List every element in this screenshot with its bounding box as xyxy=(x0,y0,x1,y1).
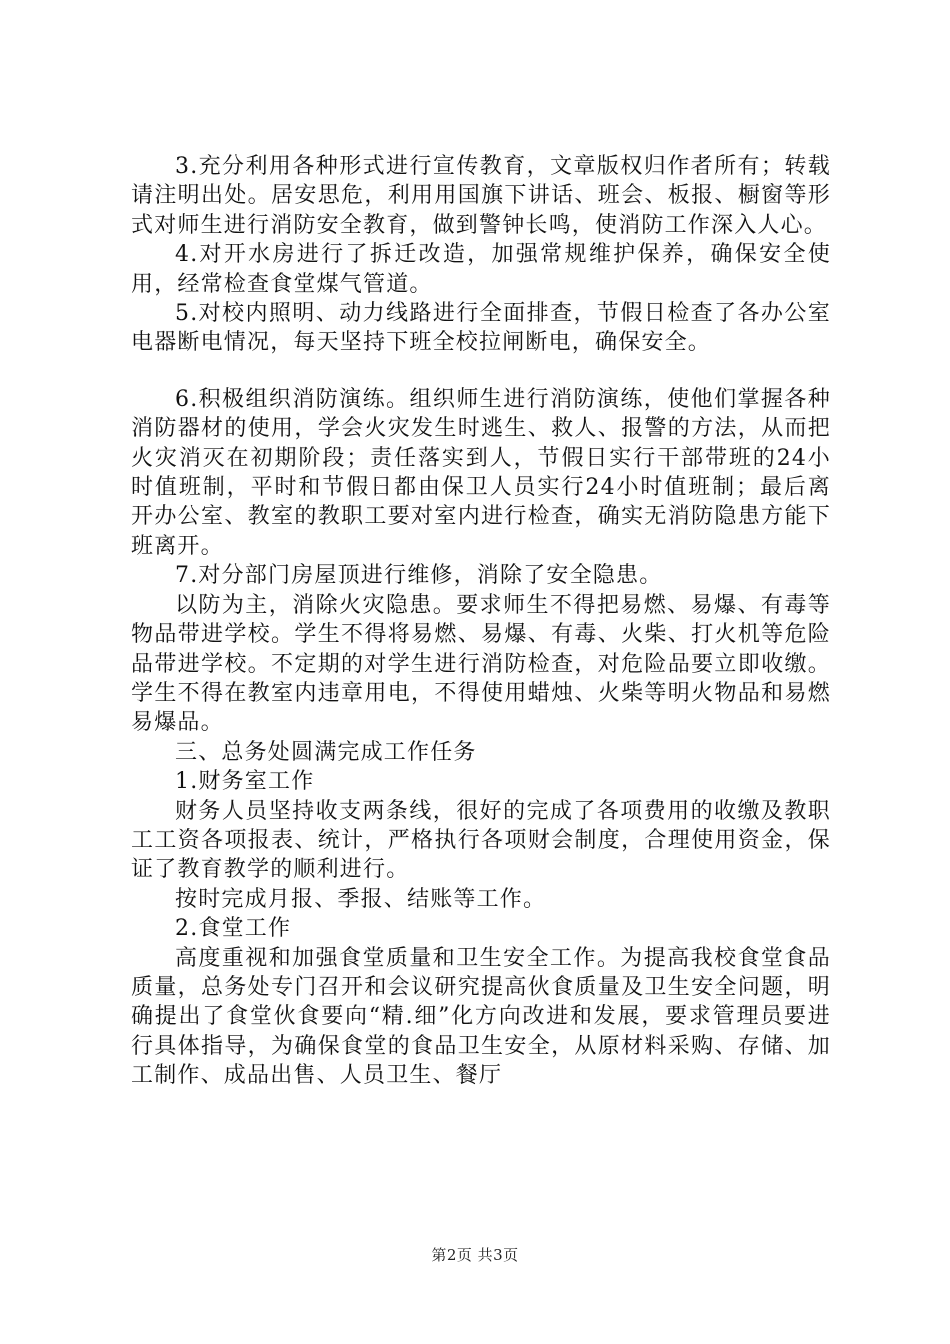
paragraph-fire-drill: 6.积极组织消防演练。组织师生进行消防演练，使他们掌握各种消防器材的使用，学会火灾发生时逃生、救人、报警的方法，从而把火灾消灭在初期阶段；责任落实到人，节假日实行干部带班的24小时值班制，平时和节假日都由保卫人员实行24小时值班制；最后离开办公室、教室的教职工要对室内进行检查，确实无消防隐患方能下班离开。 xyxy=(131,386,831,559)
subheading-finance-office: 1.财务室工作 xyxy=(175,769,315,795)
document-body xyxy=(131,152,831,1091)
paragraph-canteen-quality: 高度重视和加强食堂质量和卫生安全工作。为提高我校食堂食品质量，总务处专门召开和会议研究提高伙食质量及卫生安全问题，明确提出了食堂伙食要向“精.细”化方向改进和发展，要求管理员要进行具体指导，为确保食堂的食品卫生安全，从原材料采购、存储、加工制作、成品出售、人员卫生、餐厅 xyxy=(131,945,831,1089)
paragraph-electrical-lines: 5.对校内照明、动力线路进行全面排查，节假日检查了各办公室电器断电情况，每天坚持下班全校拉闸断电，确保安全。 xyxy=(131,301,831,356)
paragraph-prevention: 以防为主，消除火灾隐患。要求师生不得把易燃、易爆、有毒等物品带进学校。学生不得将易燃、易爆、有毒、火柴、打火机等危险品带进学校。不定期的对学生进行消防检查，对危险品要立即收缴。学生不得在教室内违章用电，不得使用蜡烛、火柴等明火物品和易燃易爆品。 xyxy=(131,592,831,736)
subheading-canteen: 2.食堂工作 xyxy=(175,916,292,942)
section-heading-general-affairs: 三、总务处圆满完成工作任务 xyxy=(175,739,477,765)
paragraph-publicity-education: 3.充分利用各种形式进行宣传教育，文章版权归作者所有；转载请注明出处。居安思危，利用用国旗下讲话、班会、板报、橱窗等形式对师生进行消防安全教育，做到警钟长鸣，使消防工作深入人心。 xyxy=(131,154,831,238)
paragraph-reports: 按时完成月报、季报、结账等工作。 xyxy=(175,886,547,912)
page-number-footer: 第2页 共3页 xyxy=(431,1246,519,1264)
paragraph-roof-repair: 7.对分部门房屋顶进行维修，消除了安全隐患。 xyxy=(175,563,663,589)
paragraph-finance-staff: 财务人员坚持收支两条线，很好的完成了各项费用的收缴及教职工工资各项报表、统计，严格执行各项财会制度，合理使用资金，保证了教育教学的顺利进行。 xyxy=(131,798,831,883)
paragraph-boiler-room: 4.对开水房进行了拆迁改造，加强常规维护保养，确保安全使用，经常检查食堂煤气管道。 xyxy=(131,242,831,297)
